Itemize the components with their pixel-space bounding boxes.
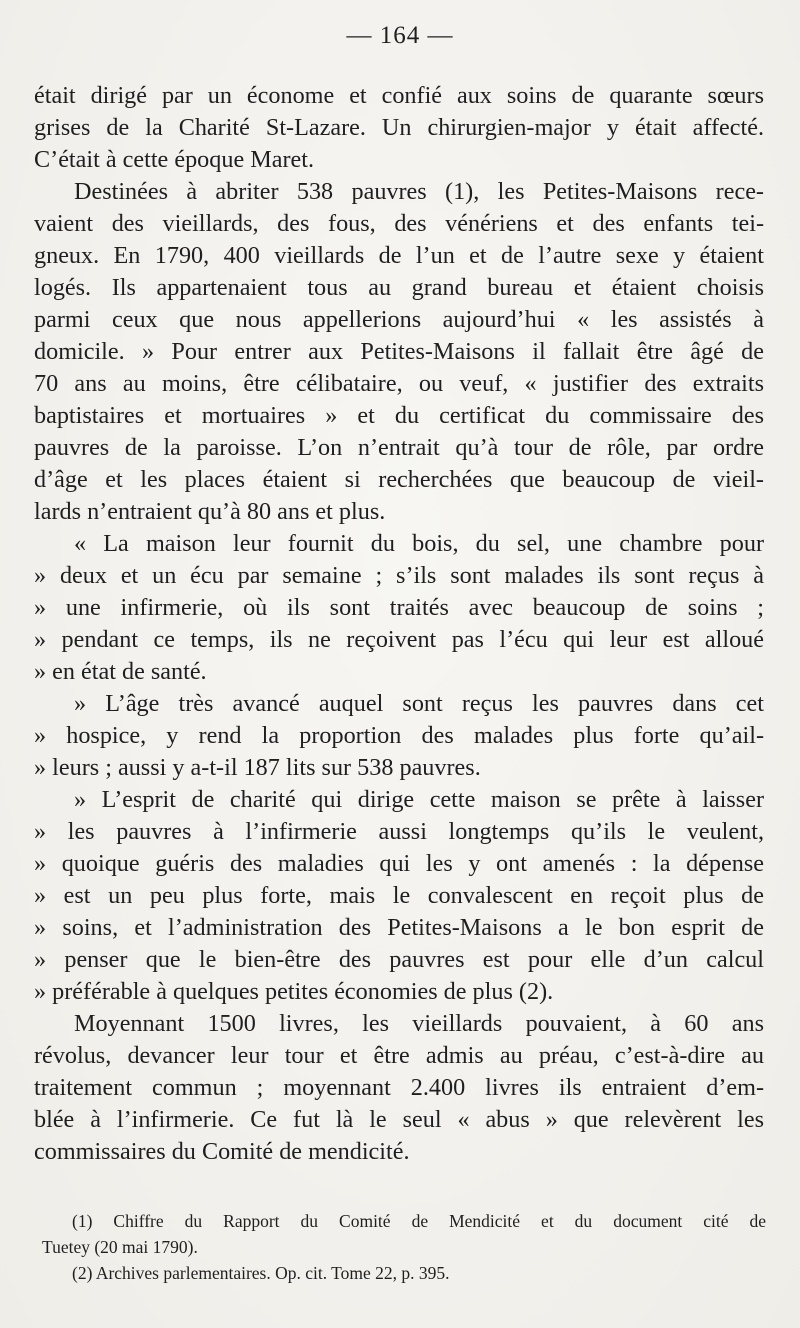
text-line: Moyennant 1500 livres, les vieillards pouvaient, à 60 ans <box>74 1010 764 1037</box>
text-line: blée à l’infirmerie. Ce fut là le seul « abus » que relevèrent les <box>34 1106 764 1133</box>
text-line: » les pauvres à l’infirmerie aussi longtemps qu’ils le veulent, <box>34 818 764 845</box>
text-line: vaient des vieillards, des fous, des vénériens et des enfants tei- <box>34 210 764 237</box>
text-line: » L’esprit de charité qui dirige cette maison se prête à laisser <box>74 786 764 813</box>
footnote: (2) Archives parlementaires. Op. cit. Tome 22, p. 395. <box>72 1263 450 1283</box>
text-line: gneux. En 1790, 400 vieillards de l’un et de l’autre sexe y étaient <box>34 242 764 269</box>
text-line: d’âge et les places étaient si recherchées que beaucoup de vieil- <box>34 466 764 493</box>
text-line: 70 ans au moins, être célibataire, ou veuf, « justifier des extraits <box>34 370 764 397</box>
text-line: baptistaires et mortuaires » et du certificat du commissaire des <box>34 402 764 429</box>
text-line: » deux et un écu par semaine ; s’ils sont malades ils sont reçus à <box>34 562 764 589</box>
footnote: (1) Chiffre du Rapport du Comité de Mendicité et du document cité de <box>72 1211 766 1231</box>
text-line: logés. Ils appartenaient tous au grand bureau et étaient choisis <box>34 274 764 301</box>
text-line: commissaires du Comité de mendicité. <box>34 1138 410 1165</box>
text-line: » L’âge très avancé auquel sont reçus les pauvres dans cet <box>74 690 764 717</box>
footnote-continuation: Tuetey (20 mai 1790). <box>42 1237 198 1257</box>
text-line: » leurs ; aussi y a-t-il 187 lits sur 538 pauvres. <box>34 754 481 781</box>
text-line: » préférable à quelques petites économies de plus (2). <box>34 978 554 1005</box>
text-line: » est un peu plus forte, mais le convalescent en reçoit plus de <box>34 882 764 909</box>
text-line: » une infirmerie, où ils sont traités avec beaucoup de soins ; <box>34 594 764 621</box>
text-line: parmi ceux que nous appellerions aujourd’hui « les assistés à <box>34 306 764 333</box>
text-line: » penser que le bien-être des pauvres est pour elle d’un calcul <box>34 946 764 973</box>
text-line: » quoique guéris des maladies qui les y ont amenés : la dépense <box>34 850 764 877</box>
text-line: traitement commun ; moyennant 2.400 livres ils entraient d’em- <box>34 1074 764 1101</box>
text-line: » hospice, y rend la proportion des malades plus forte qu’ail- <box>34 722 764 749</box>
text-line: grises de la Charité St-Lazare. Un chirurgien-major y était affecté. <box>34 114 764 141</box>
page-number: — 164 — <box>346 22 454 49</box>
text-line: » soins, et l’administration des Petites-Maisons a le bon esprit de <box>34 914 764 941</box>
body-text <box>34 80 764 1168</box>
footnotes <box>44 1208 766 1286</box>
text-line: révolus, devancer leur tour et être admis au préau, c’est-à-dire au <box>34 1042 764 1069</box>
text-line: lards n’entraient qu’à 80 ans et plus. <box>34 498 386 525</box>
text-line: « La maison leur fournit du bois, du sel, une chambre pour <box>74 530 764 557</box>
text-line: pauvres de la paroisse. L’on n’entrait qu’à tour de rôle, par ordre <box>34 434 764 461</box>
text-line: était dirigé par un économe et confié aux soins de quarante sœurs <box>34 82 764 109</box>
text-line: » en état de santé. <box>34 658 207 685</box>
text-line: Destinées à abriter 538 pauvres (1), les Petites-Maisons rece- <box>74 178 764 205</box>
text-line: C’était à cette époque Maret. <box>34 146 315 173</box>
text-line: » pendant ce temps, ils ne reçoivent pas l’écu qui leur est alloué <box>34 626 764 653</box>
text-line: domicile. » Pour entrer aux Petites-Maisons il fallait être âgé de <box>34 338 764 365</box>
